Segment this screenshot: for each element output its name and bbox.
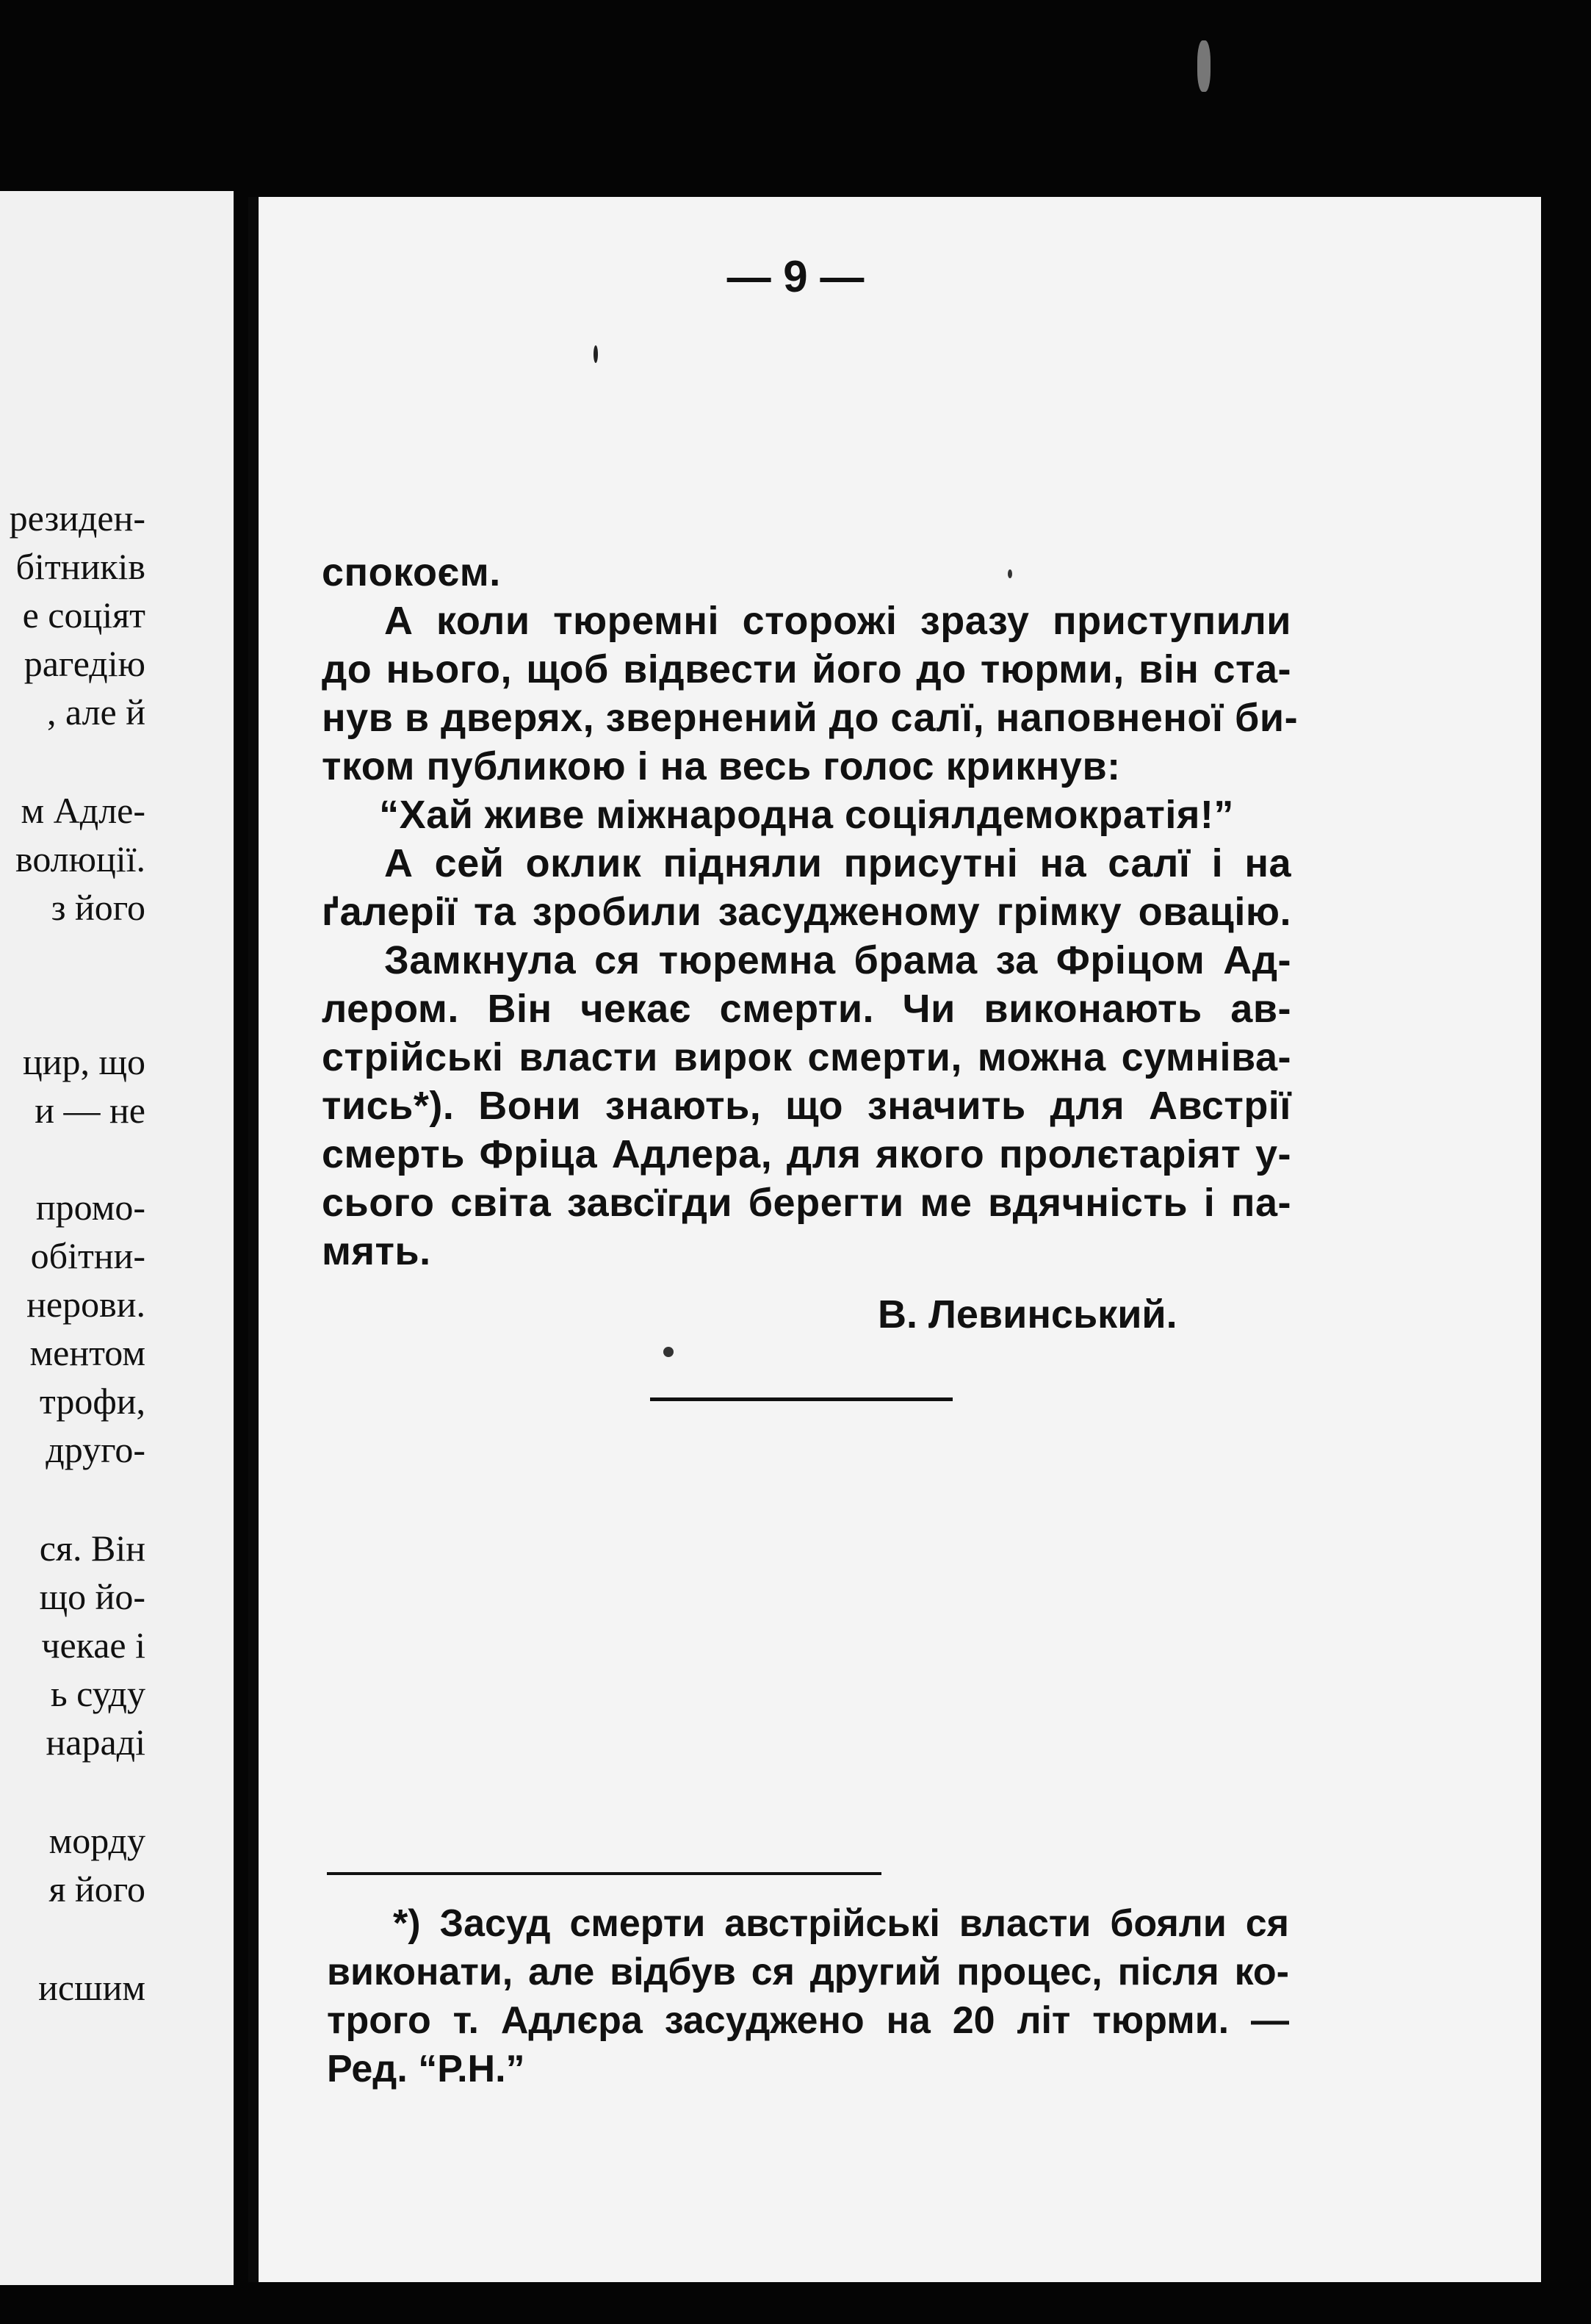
left-text-line: з його — [51, 887, 145, 928]
film-scratch — [1197, 40, 1211, 92]
left-text-line: рагедію — [24, 643, 145, 684]
footnote-line: виконати, але відбув ся другий процес, після ко- — [327, 1951, 1289, 1993]
section-divider — [650, 1397, 953, 1401]
body-line: лером. Він чекає смерти. Чи виконають ав- — [322, 987, 1291, 1031]
left-text-line: волюції. — [15, 838, 145, 879]
body-line: ґалерії та зробили засудженому грімку овацію. — [322, 890, 1291, 934]
body-line: А сей оклик підняли присутні на салї і на — [384, 841, 1291, 885]
body-line: до нього, щоб відвести його до тюрми, він ста- — [322, 647, 1291, 691]
left-text-line: ся. Він — [39, 1528, 145, 1569]
left-text-line: морду — [48, 1820, 145, 1861]
body-line: нув в дверях, звернений до салї, наповненої би- — [322, 696, 1299, 740]
left-text-line: и — не — [35, 1090, 145, 1131]
left-text-line: исшим — [38, 1967, 145, 2008]
ink-speck — [663, 1347, 674, 1357]
left-text-line: нерови. — [26, 1284, 145, 1325]
left-text-line: чекае і — [41, 1625, 145, 1666]
left-text-line: друго- — [46, 1429, 145, 1470]
left-text-line: цир, що — [22, 1041, 145, 1082]
body-line: мять. — [322, 1229, 431, 1273]
page-gutter — [234, 187, 248, 2289]
body-line: “Хай живе міжнародна соціялдемократія!” — [379, 793, 1234, 837]
body-line: сього світа завсїгди берегти ме вдячність і па- — [322, 1181, 1291, 1225]
left-text-line: м Адле- — [21, 790, 145, 831]
body-line: спокоєм. — [322, 550, 501, 594]
left-text-line: трофи, — [39, 1381, 145, 1422]
left-page-fragment — [0, 191, 234, 2285]
footnote-line: *) Засуд смерти австрійські власти бояли ся — [393, 1902, 1289, 1945]
body-line: стрійські власти вирок смерти, можна сумніва- — [322, 1035, 1291, 1079]
body-line: А коли тюремні сторожі зразу приступили — [384, 599, 1291, 643]
left-text-line: обітни- — [30, 1235, 145, 1276]
left-text-line: я його — [48, 1868, 145, 1910]
left-text-line: бітників — [15, 546, 145, 587]
left-text-line: резиден- — [9, 497, 145, 539]
body-line: смерть Фріца Адлера, для якого пролєтаріят у- — [322, 1132, 1291, 1176]
ink-speck — [594, 345, 598, 363]
left-text-line: ментом — [29, 1332, 145, 1373]
left-text-line: , але й — [46, 691, 145, 733]
left-text-line: що йо- — [39, 1576, 145, 1617]
left-text-line: нараді — [46, 1722, 145, 1763]
left-text-line: ь суду — [50, 1673, 145, 1714]
body-line: Замкнула ся тюремна брама за Фріцом Ад- — [384, 938, 1291, 982]
author-signature: В. Левинський. — [878, 1292, 1177, 1337]
left-text-line: е соціят — [22, 594, 145, 636]
footnote-rule — [327, 1872, 881, 1875]
left-text-line: промо- — [35, 1187, 145, 1228]
body-line: тком публикою і на весь голос крикнув: — [322, 744, 1121, 788]
footnote-line: трого т. Адлєра засуджено на 20 літ тюрми. — — [327, 1999, 1289, 2042]
page-number: — 9 — — [726, 252, 865, 301]
body-line: тись*). Вони знають, що значить для Австрії — [322, 1084, 1291, 1128]
footnote-line: Ред. “Р.Н.” — [327, 2048, 525, 2090]
ink-speck — [1008, 569, 1012, 578]
